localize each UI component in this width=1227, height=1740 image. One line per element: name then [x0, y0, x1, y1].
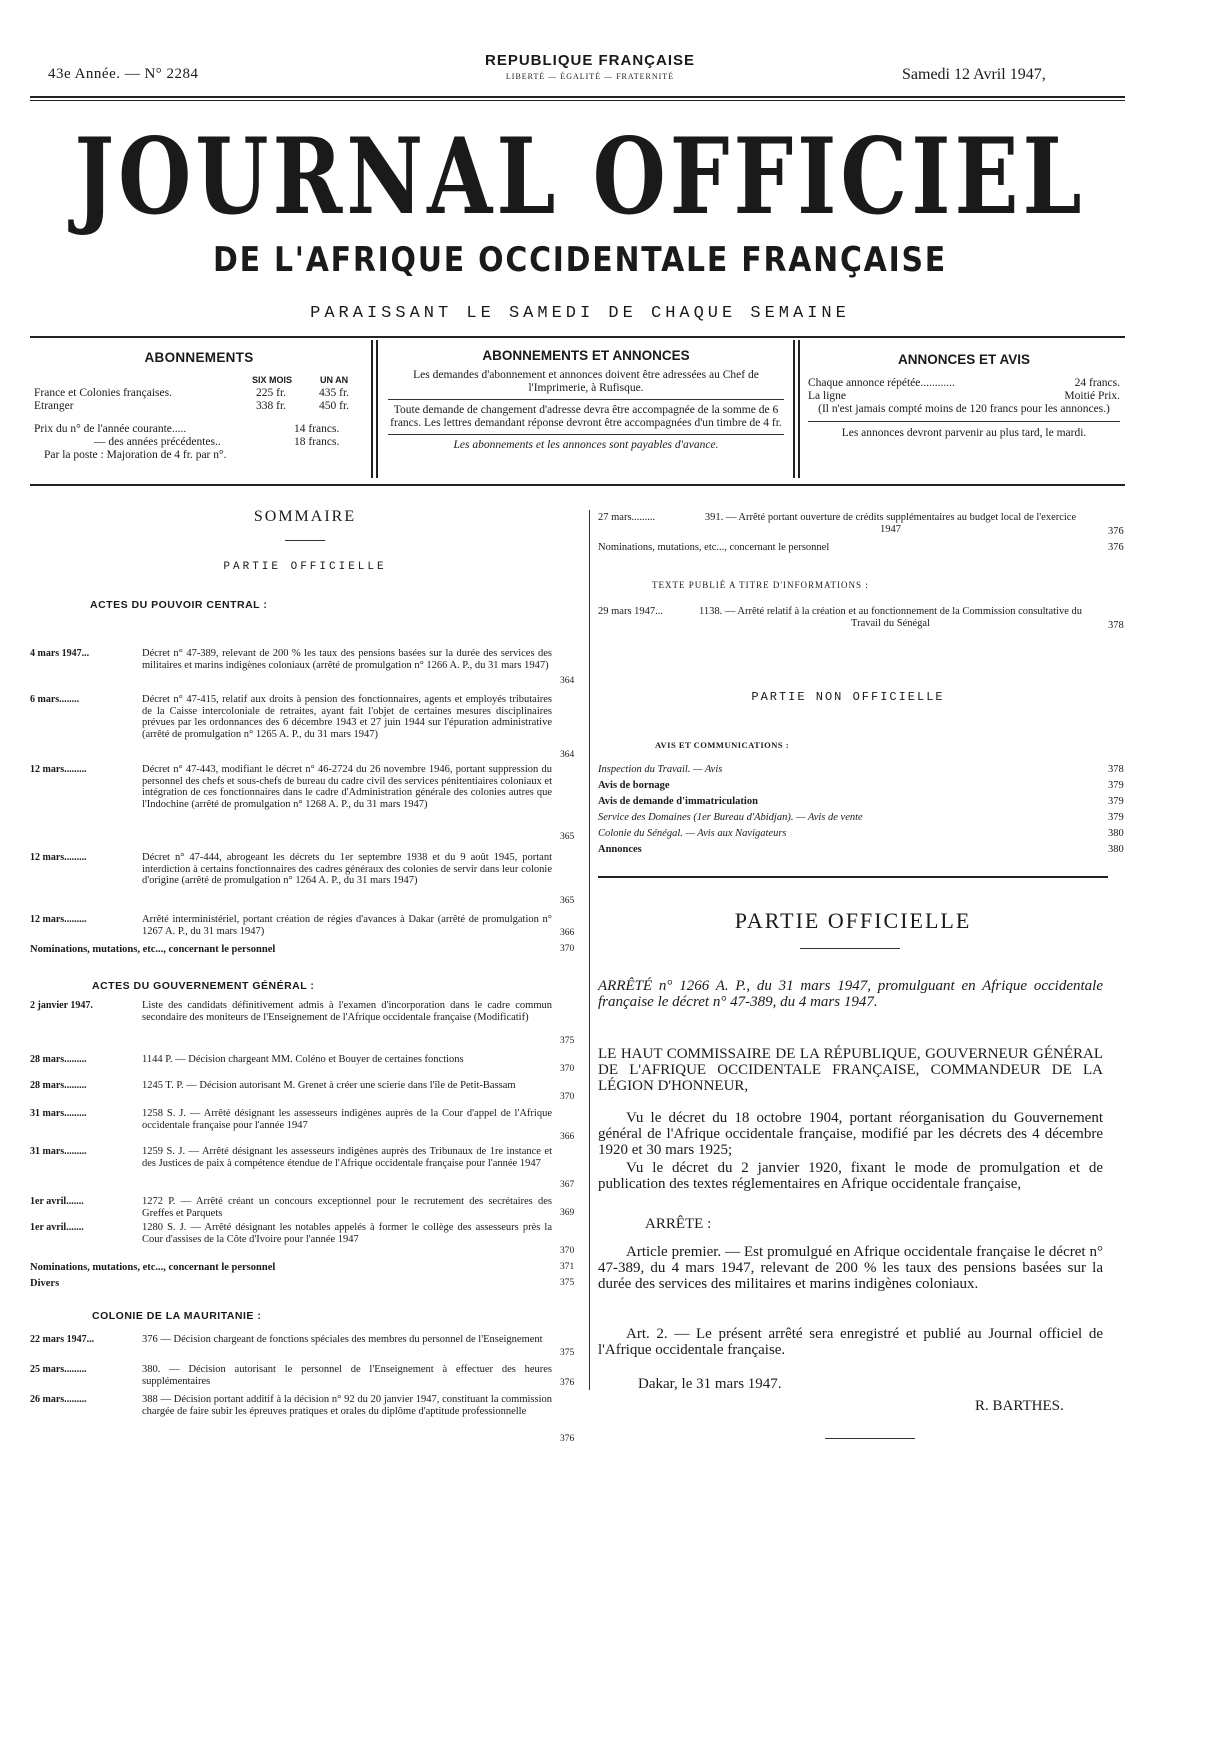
toc-text: 1280 S. J. — Arrêté désignant les notables appelés à former le collège des assesseurs près la Cour d'assises de la Côte d'Ivoire pour l'année 1947: [142, 1222, 552, 1245]
toc-page: 378: [1108, 764, 1124, 775]
toc-entry: [30, 1364, 585, 1392]
toc-page: 364: [560, 676, 575, 686]
toc-date: 31 mars.........: [30, 1146, 87, 1157]
toc-entry: [598, 606, 1140, 634]
subs-ads-p3: Les abonnements et les annonces sont payables d'avance.: [453, 439, 719, 451]
col-one-year: UN AN: [320, 375, 349, 385]
maur-head: COLONIE DE LA MAURITANIE :: [92, 1310, 262, 1322]
central-head: ACTES DU POUVOIR CENTRAL :: [90, 599, 268, 611]
toc-text: Décret n° 47-415, relatif aux droits à pension des fonctionnaires, agents et employés tributaires de la Caisse intercoloniale de retraites, ayant fait l'objet de certaines mesures disciplinaires prévues par les ordonnances des 6 décembre 1943 et 27 juin 1944 sur l'épuration administrative (arrêté de promulgation n° 1265 A. P., du 31 mars 1947): [142, 694, 552, 740]
rate-year: 450 fr.: [319, 400, 350, 412]
toc-entry: [30, 944, 585, 958]
toc-text: Décret n° 47-389, relevant de 200 % les taux des pensions basées sur la durée des services des militaires et marins indigènes coloniaux (arrêté de promulgation n° 1266 A. P., du 31 mars 1947): [142, 648, 552, 671]
toc-text: Avis de bornage: [598, 780, 670, 791]
subs-ads-p2: Toute demande de changement d'adresse devra être accompagnée de la somme de 6 francs. Les lettres demandant réponse devront être accompagnées d'un timbre de 4 fr.: [390, 404, 782, 429]
section-rule: [598, 876, 1108, 878]
header-rule-thin: [30, 100, 1125, 101]
toc-entry: [30, 1334, 585, 1364]
toc-text: Annonces: [598, 844, 642, 855]
ads-line4: Les annonces devront parvenir au plus tard, le mardi.: [841, 427, 1087, 439]
non-official-part: PARTIE NON OFFICIELLE: [751, 690, 945, 704]
toc-entry: [30, 1080, 585, 1106]
toc-text: 388 — Décision portant additif à la décision n° 92 du 20 janvier 1947, constituant la commission chargée de faire subir les épreuves pratiques et orales du diplôme d'aptitude professionnelle: [142, 1394, 552, 1417]
toc-text: 1245 T. P. — Décision autorisant M. Grenet à créer une scierie dans l'île de Petit-Bassam: [142, 1080, 516, 1091]
toc-date: 28 mars.........: [30, 1054, 87, 1065]
toc-text: Décret n° 47-444, abrogeant les décrets du 1er septembre 1938 et du 9 août 1945, portant interdiction à certains fonctionnaires des cadres généraux des colonies de servir dans leur colonie d'origine (arrêté de promulgation n° 1264 A. P., du 31 mars 1947): [142, 852, 552, 886]
toc-entry: [30, 694, 585, 758]
toc-page: 375: [560, 1036, 575, 1046]
toc-text: Nominations, mutations, etc..., concernant le personnel: [30, 1262, 276, 1273]
toc-text: Nominations, mutations, etc..., concernant le personnel: [598, 542, 830, 553]
summary-part: PARTIE OFFICIELLE: [223, 561, 387, 573]
toc-page: 366: [560, 1132, 575, 1142]
toc-page: 379: [1108, 812, 1124, 823]
toc-entry: [598, 764, 1140, 778]
divider: [388, 434, 784, 435]
summary-column: [30, 508, 580, 611]
toc-page: 379: [1108, 780, 1124, 791]
subs-ads-title: ABONNEMENTS ET ANNONCES: [482, 348, 690, 363]
toc-page: 376: [1108, 542, 1124, 553]
toc-page: 370: [560, 1092, 575, 1102]
toc-entry: [30, 1394, 585, 1446]
toc-text: Décret n° 47-443, modifiant le décret n° 46-2724 du 26 novembre 1946, portant suppression du personnel des chefs et sous-chefs de bureau du cadre civil des services pénitentiaires coloniaux et intégration de ces fonctionnaires dans le cadre d'Administration générale des colonies autres que l'Indochine (arrêté de promulgation n° 1268 A. P., du 31 mars 1947): [142, 764, 552, 810]
issue-date: Samedi 12 Avril 1947,: [902, 66, 1046, 83]
subs-ads-p1: Les demandes d'abonnement et annonces doivent être adressées au Chef de l'Imprimerie, à Rufisque.: [413, 369, 759, 394]
toc-page: 369: [560, 1208, 575, 1218]
toc-text: Service des Domaines (1er Bureau d'Abidjan). — Avis de vente: [598, 812, 863, 823]
article-1: Article premier. — Est promulgué en Afrique occidentale française le décret n° 47-389, du 4 mars 1947, relevant de 200 % les taux des pensions basées sur la durée des services des militaires et marins indigènes coloniaux.: [598, 1244, 1103, 1292]
ads-title: ANNONCES ET AVIS: [897, 352, 1030, 367]
toc-date: 27 mars.........: [598, 512, 656, 523]
toc-entry: [30, 1146, 585, 1196]
toc-date: 25 mars.........: [30, 1364, 87, 1375]
toc-page: 364: [560, 750, 575, 760]
republic-title: REPUBLIQUE FRANÇAISE: [484, 52, 695, 69]
masthead-tagline: PARAISSANT LE SAMEDI DE CHAQUE SEMAINE: [310, 304, 850, 323]
ads-line-value: 24 francs.: [1074, 377, 1120, 389]
toc-date: 12 mars.........: [30, 914, 87, 925]
toc-text: 380. — Décision autorisant le personnel de l'Enseignement à effectuer des heures supplémentaires: [142, 1364, 552, 1387]
rate-year: 435 fr.: [319, 387, 350, 399]
price-label: Prix du n° de l'année courante.....: [34, 423, 187, 435]
toc-text: Divers: [30, 1278, 60, 1289]
subs-ads-box: [388, 348, 784, 452]
divider: [388, 399, 784, 400]
heading-rule: [800, 948, 900, 949]
toc-entry: [30, 1222, 585, 1260]
toc-entry: [30, 1054, 585, 1080]
toc-entry: [30, 1108, 585, 1146]
box-divider: [793, 340, 795, 478]
box-divider: [798, 340, 800, 478]
toc-page: 371: [560, 1262, 575, 1272]
toc-entry: [598, 780, 1140, 794]
toc-entry: [30, 648, 585, 688]
toc-text: 1272 P. — Arrêté créant un concours exceptionnel pour le recrutement des secrétaires des Greffes et Parquets: [142, 1196, 552, 1219]
toc-entry: [598, 812, 1140, 826]
rate-row-label: France et Colonies françaises.: [34, 387, 172, 399]
toc-date: 28 mars.........: [30, 1080, 87, 1091]
ads-line-label: Chaque annonce répétée............: [808, 377, 955, 389]
toc-page: 380: [1108, 844, 1124, 855]
toc-page: 376: [560, 1378, 575, 1388]
header-rule: [30, 96, 1125, 98]
rate-six: 338 fr.: [256, 400, 287, 412]
republic-motto: LIBERTÉ — ÉGALITÉ — FRATERNITÉ: [505, 72, 675, 81]
toc-page: 370: [560, 1064, 575, 1074]
article-2: Art. 2. — Le présent arrêté sera enregistré et publié au Journal officiel de l'Afrique occidentale française.: [598, 1326, 1103, 1358]
toc-date: 31 mars.........: [30, 1108, 87, 1119]
place-date: Dakar, le 31 mars 1947.: [638, 1376, 782, 1392]
toc-text: 1259 S. J. — Arrêté désignant les assesseurs indigènes auprès des Tribunaux de 1re instance et des Justices de paix à compétence étendue de l'Afrique occidentale française pour l'année 1947: [142, 1146, 552, 1169]
toc-date: 12 mars.........: [30, 852, 87, 863]
toc-entry: [30, 852, 585, 908]
rate-row-label: Etranger: [34, 400, 74, 412]
toc-page: 378: [1108, 620, 1124, 631]
toc-entry: [30, 1262, 585, 1276]
toc-text: 391. — Arrêté portant ouverture de crédits supplémentaires au budget local de l'exercice 1947: [704, 512, 1077, 535]
gov-head: ACTES DU GOUVERNEMENT GÉNÉRAL :: [92, 980, 315, 992]
toc-date: 26 mars.........: [30, 1394, 87, 1405]
republic-header: [400, 52, 780, 81]
subscriptions-title: ABONNEMENTS: [144, 350, 254, 365]
masthead-subtitle: DE L'AFRIQUE OCCIDENTALE FRANÇAISE: [213, 240, 947, 280]
toc-date: 6 mars........: [30, 694, 80, 705]
toc-text: Avis de demande d'immatriculation: [598, 796, 758, 807]
toc-text: Arrêté interministériel, portant création de régies d'avances à Dakar (arrêté de promulgation n° 1267 A. P., du 31 mars 1947): [142, 914, 552, 937]
toc-text: 1138. — Arrêté relatif à la création et au fonctionnement de la Commission consultative du Travail du Sénégal: [698, 606, 1083, 629]
toc-date: 22 mars 1947...: [30, 1334, 95, 1345]
price-label: — des années précédentes..: [94, 436, 221, 448]
toc-page: 380: [1108, 828, 1124, 839]
toc-date: 4 mars 1947...: [30, 648, 90, 659]
toc-page: 376: [1108, 526, 1124, 537]
divider: [808, 421, 1120, 422]
price-value: 14 francs.: [294, 423, 340, 435]
toc-entry: [30, 1278, 585, 1292]
toc-page: 379: [1108, 796, 1124, 807]
col-six-months: SIX MOIS: [252, 375, 293, 385]
toc-page: 370: [560, 1246, 575, 1256]
toc-page: 375: [560, 1348, 575, 1358]
toc-text: 376 — Décision chargeant de fonctions spéciales des membres du personnel de l'Enseignement: [142, 1334, 543, 1345]
toc-entry: [598, 542, 1140, 556]
avis-head: AVIS ET COMMUNICATIONS :: [655, 740, 790, 750]
toc-date: 2 janvier 1947.: [30, 1000, 93, 1011]
end-rule: [825, 1438, 915, 1439]
title-rule: [285, 540, 325, 541]
toc-text: 1258 S. J. — Arrêté désignant les assesseurs indigènes auprès de la Cour d'appel de l'Afrique occidentale française pour l'année 1947: [142, 1108, 552, 1131]
toc-date: 1er avril.......: [30, 1222, 84, 1233]
haut-commissaire: LE HAUT COMMISSAIRE DE LA RÉPUBLIQUE, GOUVERNEUR GÉNÉRAL DE L'AFRIQUE OCCIDENTALE FRANÇAISE, COMMANDEUR DE LA LÉGION D'HONNEUR,: [598, 1046, 1103, 1094]
toc-date: 29 mars 1947...: [598, 606, 664, 617]
signature: R. BARTHES.: [975, 1398, 1064, 1414]
toc-page: 375: [560, 1278, 575, 1288]
toc-text: 1144 P. — Décision chargeant MM. Coléno et Bouyer de certaines fonctions: [142, 1054, 464, 1065]
toc-entry: [598, 796, 1140, 810]
toc-text: Colonie du Sénégal. — Avis aux Navigateurs: [598, 828, 787, 839]
arrete-label: ARRÊTE :: [645, 1216, 712, 1232]
toc-page: 365: [560, 832, 575, 842]
box-divider: [376, 340, 378, 478]
toc-entry: [30, 914, 585, 940]
toc-date: 12 mars.........: [30, 764, 87, 775]
vu-1: Vu le décret du 18 octobre 1904, portant réorganisation du Gouvernement général de l'Afrique occidentale française, modifié par les décrets des 4 décembre 1920 et 30 mars 1925;: [598, 1110, 1103, 1158]
toc-page: 366: [560, 928, 575, 938]
summary-title: SOMMAIRE: [253, 508, 357, 525]
toc-entry: [598, 512, 1140, 538]
rate-six: 225 fr.: [256, 387, 287, 399]
masthead-title: JOURNAL OFFICIEL: [74, 114, 1086, 238]
toc-text: Liste des candidats définitivement admis à l'examen d'incorporation dans le cadre commun secondaire des moniteurs de l'Enseignement de l'Afrique occidentale française (Modificatif): [142, 1000, 552, 1023]
toc-entry: [30, 764, 585, 844]
column-separator: [589, 510, 590, 1390]
toc-page: 367: [560, 1180, 575, 1190]
ads-box: [808, 352, 1120, 440]
arrete-title: ARRÊTÉ n° 1266 A. P., du 31 mars 1947, promulguant en Afrique occidentale française le décret n° 47-389, du 4 mars 1947.: [598, 978, 1103, 1010]
issue-number: 43e Année. — N° 2284: [48, 66, 199, 82]
info-head: TEXTE PUBLIÉ A TITRE D'INFORMATIONS :: [652, 580, 869, 590]
ads-line-label: La ligne: [808, 390, 846, 402]
ads-line3: (Il n'est jamais compté moins de 120 francs pour les annonces.): [818, 403, 1110, 415]
toc-page: 376: [560, 1434, 575, 1444]
post-note: Par la poste : Majoration de 4 fr. par n°.: [44, 449, 227, 461]
toc-entry: [30, 1000, 585, 1044]
vu-2: Vu le décret du 2 janvier 1920, fixant le mode de promulgation et de publication des textes réglementaires en Afrique occidentale française,: [598, 1160, 1103, 1192]
toc-entry: [598, 828, 1140, 842]
toc-entry: [598, 844, 1140, 858]
toc-page: 365: [560, 896, 575, 906]
price-value: 18 francs.: [294, 436, 340, 448]
partie-officielle-heading: PARTIE OFFICIELLE: [734, 908, 972, 933]
toc-entry: [30, 1196, 585, 1222]
subscriptions-box: [34, 350, 364, 462]
toc-text: Nominations, mutations, etc..., concernant le personnel: [30, 944, 276, 955]
toc-text: Inspection du Travail. — Avis: [598, 764, 723, 775]
toc-page: 370: [560, 944, 575, 954]
ads-line-value: Moitié Prix.: [1064, 390, 1120, 402]
box-divider: [371, 340, 373, 478]
toc-date: 1er avril.......: [30, 1196, 84, 1207]
